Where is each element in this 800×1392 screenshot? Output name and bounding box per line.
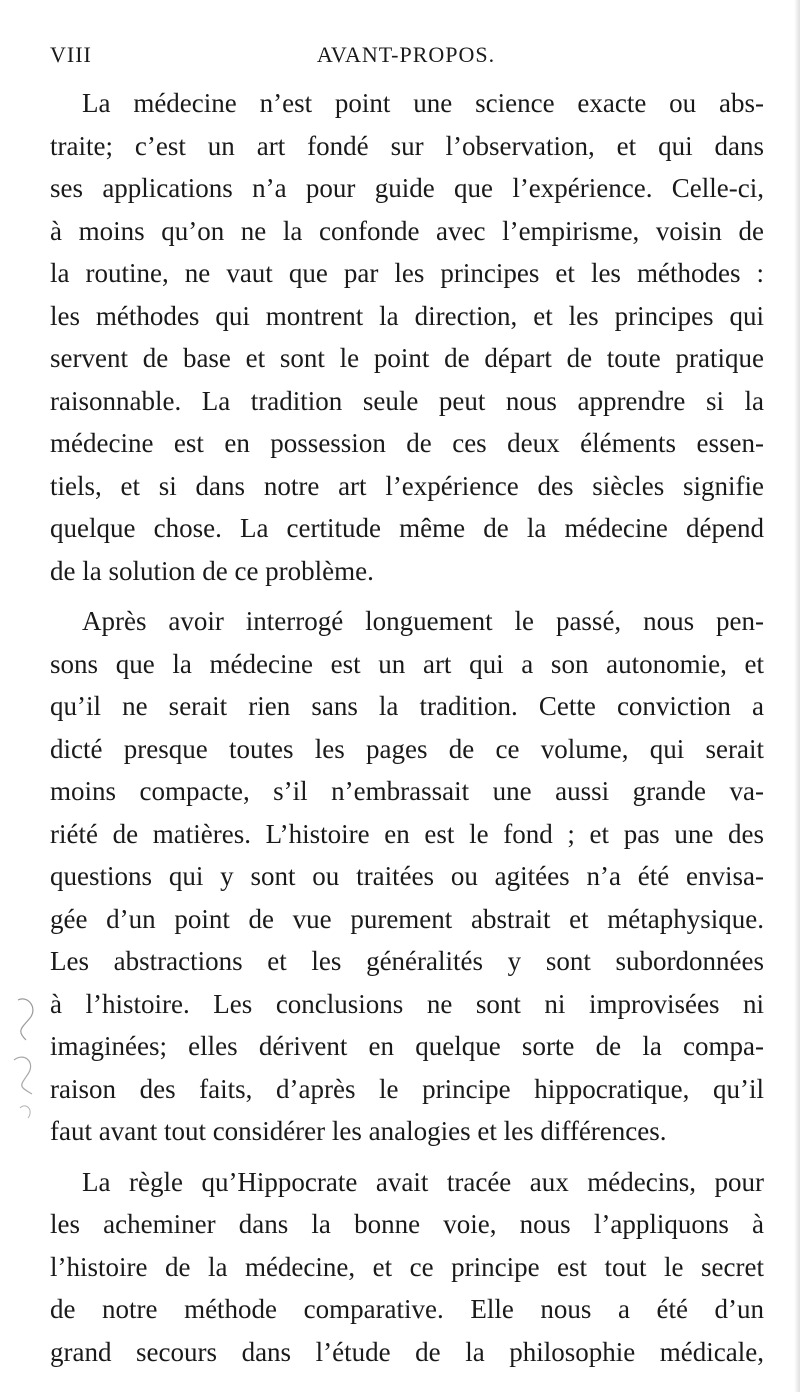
text-line: à l’histoire. Les conclusions ne sont ni improvisées ni bbox=[50, 988, 764, 1019]
text-line: imaginées; elles dérivent en quelque sorte de la compa- bbox=[50, 1031, 764, 1061]
body-text bbox=[50, 82, 764, 1381]
text-line: les acheminer dans la bonne voie, nous l’appliquons à bbox=[50, 1209, 764, 1239]
scan-edge-shadow bbox=[794, 0, 800, 1392]
running-title: AVANT-PROPOS. bbox=[316, 42, 496, 67]
text-line: La médecine n’est point une science exacte ou abs- bbox=[82, 88, 764, 118]
text-line: traite; c’est un art fondé sur l’observation, et qui dans bbox=[50, 130, 764, 161]
text-line: l’histoire de la médecine, et ce principe est tout le secret bbox=[50, 1251, 764, 1282]
text-line: faut avant tout considérer les analogies et les différences. bbox=[50, 1116, 667, 1146]
text-line: Après avoir interrogé longuement le passé, nous pen- bbox=[82, 606, 764, 636]
text-line: qu’il ne serait rien sans la tradition. Cette conviction a bbox=[50, 691, 764, 721]
text-line: ses applications n’a pour guide que l’expérience. Celle-ci, bbox=[50, 173, 764, 203]
text-line: riété de matières. L’histoire en est le fond ; et pas une des bbox=[50, 818, 764, 849]
text-line: raison des faits, d’après le principe hippocratique, qu’il bbox=[50, 1073, 764, 1104]
text-line: questions qui y sont ou traitées ou agitées n’a été envisa- bbox=[50, 861, 764, 891]
text-line: La règle qu’Hippocrate avait tracée aux médecins, pour bbox=[82, 1166, 764, 1197]
text-line: tiels, et si dans notre art l’expérience des siècles signifie bbox=[50, 470, 764, 501]
text-line: les méthodes qui montrent la direction, et les principes qui bbox=[50, 300, 764, 331]
text-line: raisonnable. La tradition seule peut nous apprendre si la bbox=[50, 385, 764, 416]
text-line: Les abstractions et les généralités y sont subordonnées bbox=[50, 946, 764, 976]
text-line: à moins qu’on ne la confonde avec l’empirisme, voisin de bbox=[50, 215, 764, 246]
text-line: la routine, ne vaut que par les principes et les méthodes : bbox=[50, 258, 764, 288]
text-line: dicté presque toutes les pages de ce volume, qui serait bbox=[50, 733, 764, 764]
page-number: VIII bbox=[50, 42, 92, 67]
text-line: médecine est en possession de ces deux éléments essen- bbox=[50, 428, 764, 458]
text-line: gée d’un point de vue purement abstrait et métaphysique. bbox=[50, 903, 764, 934]
paragraph-2 bbox=[50, 600, 764, 1153]
text-line: de notre méthode comparative. Elle nous a été d’un bbox=[50, 1294, 764, 1324]
text-line: quelque chose. La certitude même de la médecine dépend bbox=[50, 513, 764, 543]
running-head bbox=[50, 42, 762, 74]
text-line: sons que la médecine est un art qui a son autonomie, et bbox=[50, 648, 764, 679]
paragraph-1 bbox=[50, 82, 764, 592]
text-line: moins compacte, s’il n’embrassait une aussi grande va- bbox=[50, 776, 764, 806]
paragraph-3 bbox=[50, 1161, 764, 1374]
text-line: grand secours dans l’étude de la philosophie médicale, bbox=[50, 1336, 764, 1367]
handwritten-margin-mark bbox=[8, 990, 48, 1130]
text-line: de la solution de ce problème. bbox=[50, 555, 374, 586]
text-line: servent de base et sont le point de départ de toute pratique bbox=[50, 343, 764, 373]
